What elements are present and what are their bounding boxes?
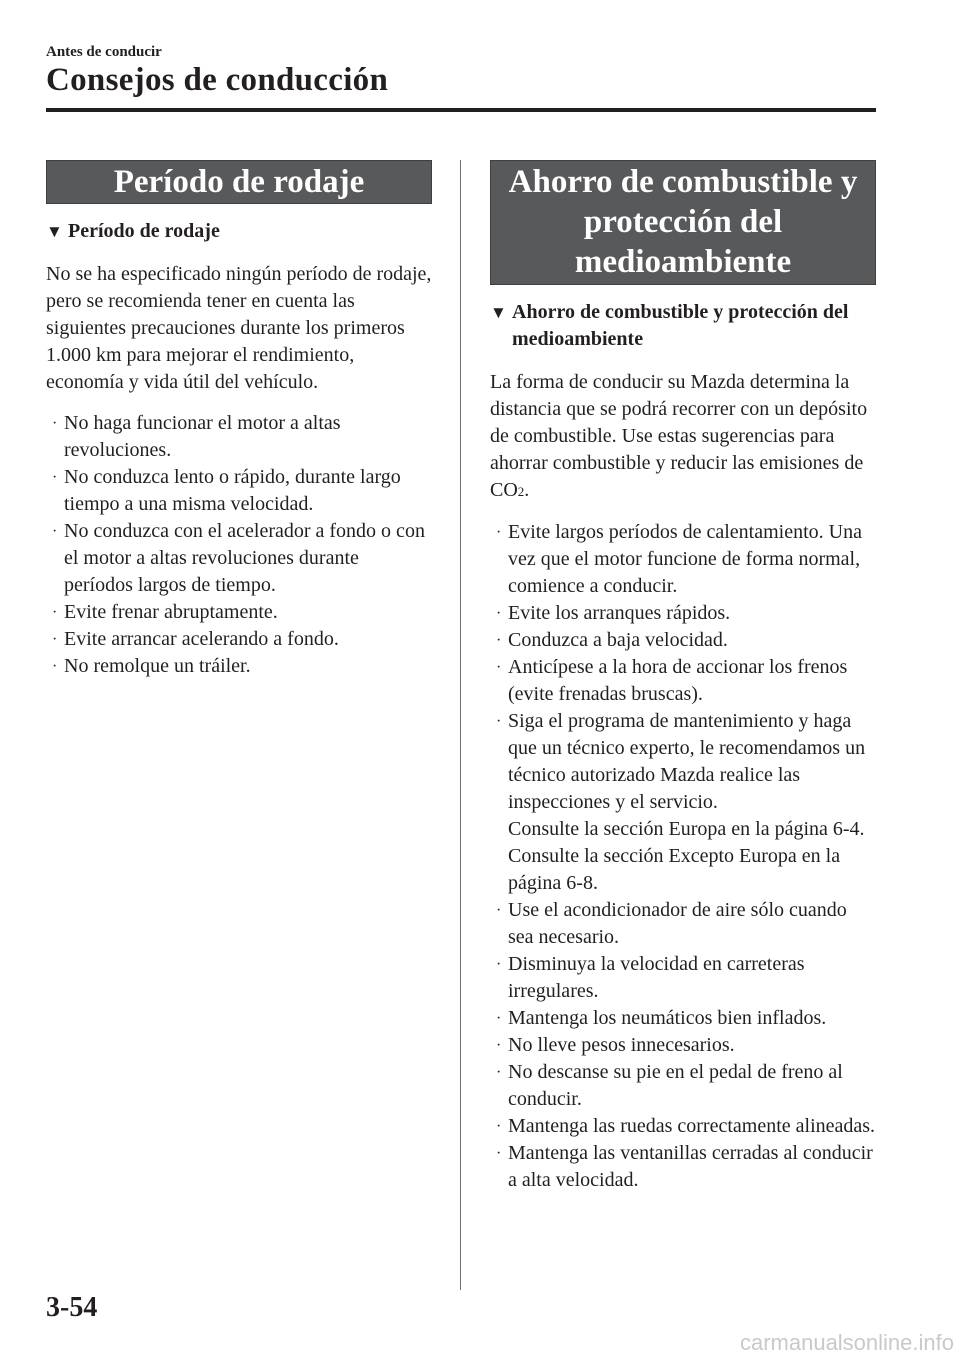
fuel-economy-list xyxy=(490,519,876,1194)
list-item: · Evite frenar abruptamente. xyxy=(46,599,432,626)
page-number: 3-54 xyxy=(46,1292,98,1323)
list-item: · No remolque un tráiler. xyxy=(46,653,432,680)
bullet-icon: · xyxy=(496,524,502,541)
bullet-icon: · xyxy=(52,415,58,432)
list-item: · Evite los arranques rápidos. xyxy=(490,600,876,627)
bullet-icon: · xyxy=(52,658,58,675)
fuel-economy-intro: La forma de conducir su Mazda determina la distancia que se podrá recorrer con un depósito de combustible. Use estas sugerencias para ahorrar combustible y reducir las emisiones de CO2. xyxy=(490,371,868,501)
bullet-icon: · xyxy=(496,659,502,676)
list-item: · Disminuya la velocidad en carreteras irregulares. xyxy=(490,951,876,1005)
bullet-icon: · xyxy=(496,902,502,919)
list-item: · No haga funcionar el motor a altas revoluciones. xyxy=(46,410,432,464)
watermark: carmanualsonline.info xyxy=(739,1330,954,1355)
triangle-marker-icon: ▼ xyxy=(490,303,507,322)
page-reference: Consulte la sección Europa en la página 6-4. xyxy=(508,818,865,840)
header-rule xyxy=(46,108,876,112)
break-in-list xyxy=(46,410,432,680)
subheading-text: Ahorro de combustible y protección del medioambiente xyxy=(512,301,849,350)
list-item: · Siga el programa de mantenimiento y haga que un técnico experto, le recomendamos un técnico autorizado Mazda realice las inspecciones y el servicio. Consulte la sección Europa en la página 6-4. Consulte la sección Excepto Europa en la página 6-8. xyxy=(490,708,876,897)
page-reference: Consulte la sección Excepto Europa en la página 6-8. xyxy=(508,845,841,894)
list-item: · Conduzca a baja velocidad. xyxy=(490,627,876,654)
fuel-economy-banner: Ahorro de combustible y protección del medioambiente xyxy=(490,160,876,285)
left-column xyxy=(46,160,432,680)
list-item: · Mantenga los neumáticos bien inflados. xyxy=(490,1005,876,1032)
page-title: Consejos de conducción xyxy=(46,62,389,98)
section-label: Antes de conducir xyxy=(46,44,162,60)
bullet-icon: · xyxy=(496,1064,502,1081)
bullet-icon: · xyxy=(496,956,502,973)
list-item: · Evite largos períodos de calentamiento. Una vez que el motor funcione de forma normal, comience a conducir. xyxy=(490,519,876,600)
list-item: · Mantenga las ventanillas cerradas al conducir a alta velocidad. xyxy=(490,1140,876,1194)
bullet-icon: · xyxy=(52,469,58,486)
fuel-economy-subheading xyxy=(490,299,876,353)
list-item: · No conduzca con el acelerador a fondo o con el motor a altas revoluciones durante períodos largos de tiempo. xyxy=(46,518,432,599)
list-item: · Use el acondicionador de aire sólo cuando sea necesario. xyxy=(490,897,876,951)
break-in-banner: Período de rodaje xyxy=(46,160,432,204)
list-item: · Mantenga las ruedas correctamente alineadas. xyxy=(490,1113,876,1140)
list-item: · No descanse su pie en el pedal de freno al conducir. xyxy=(490,1059,876,1113)
list-item: · Anticípese a la hora de accionar los frenos (evite frenadas bruscas). xyxy=(490,654,876,708)
bullet-icon: · xyxy=(496,632,502,649)
break-in-subheading xyxy=(46,218,432,245)
bullet-icon: · xyxy=(52,604,58,621)
bullet-icon: · xyxy=(52,631,58,648)
bullet-icon: · xyxy=(496,1037,502,1054)
bullet-icon: · xyxy=(52,523,58,540)
subheading-text: Período de rodaje xyxy=(68,220,220,242)
column-divider xyxy=(460,160,461,1290)
list-item: · No conduzca lento o rápido, durante largo tiempo a una misma velocidad. xyxy=(46,464,432,518)
triangle-marker-icon: ▼ xyxy=(46,222,63,241)
list-item: · Evite arrancar acelerando a fondo. xyxy=(46,626,432,653)
bullet-icon: · xyxy=(496,713,502,730)
bullet-icon: · xyxy=(496,605,502,622)
bullet-icon: · xyxy=(496,1010,502,1027)
right-column xyxy=(490,160,876,1194)
bullet-icon: · xyxy=(496,1118,502,1135)
break-in-intro: No se ha especificado ningún período de rodaje, pero se recomienda tener en cuenta las siguientes precauciones durante los primeros 1.000 km para mejorar el rendimiento, economía y vida útil del vehículo. xyxy=(46,263,432,393)
bullet-icon: · xyxy=(496,1145,502,1162)
list-item: · No lleve pesos innecesarios. xyxy=(490,1032,876,1059)
